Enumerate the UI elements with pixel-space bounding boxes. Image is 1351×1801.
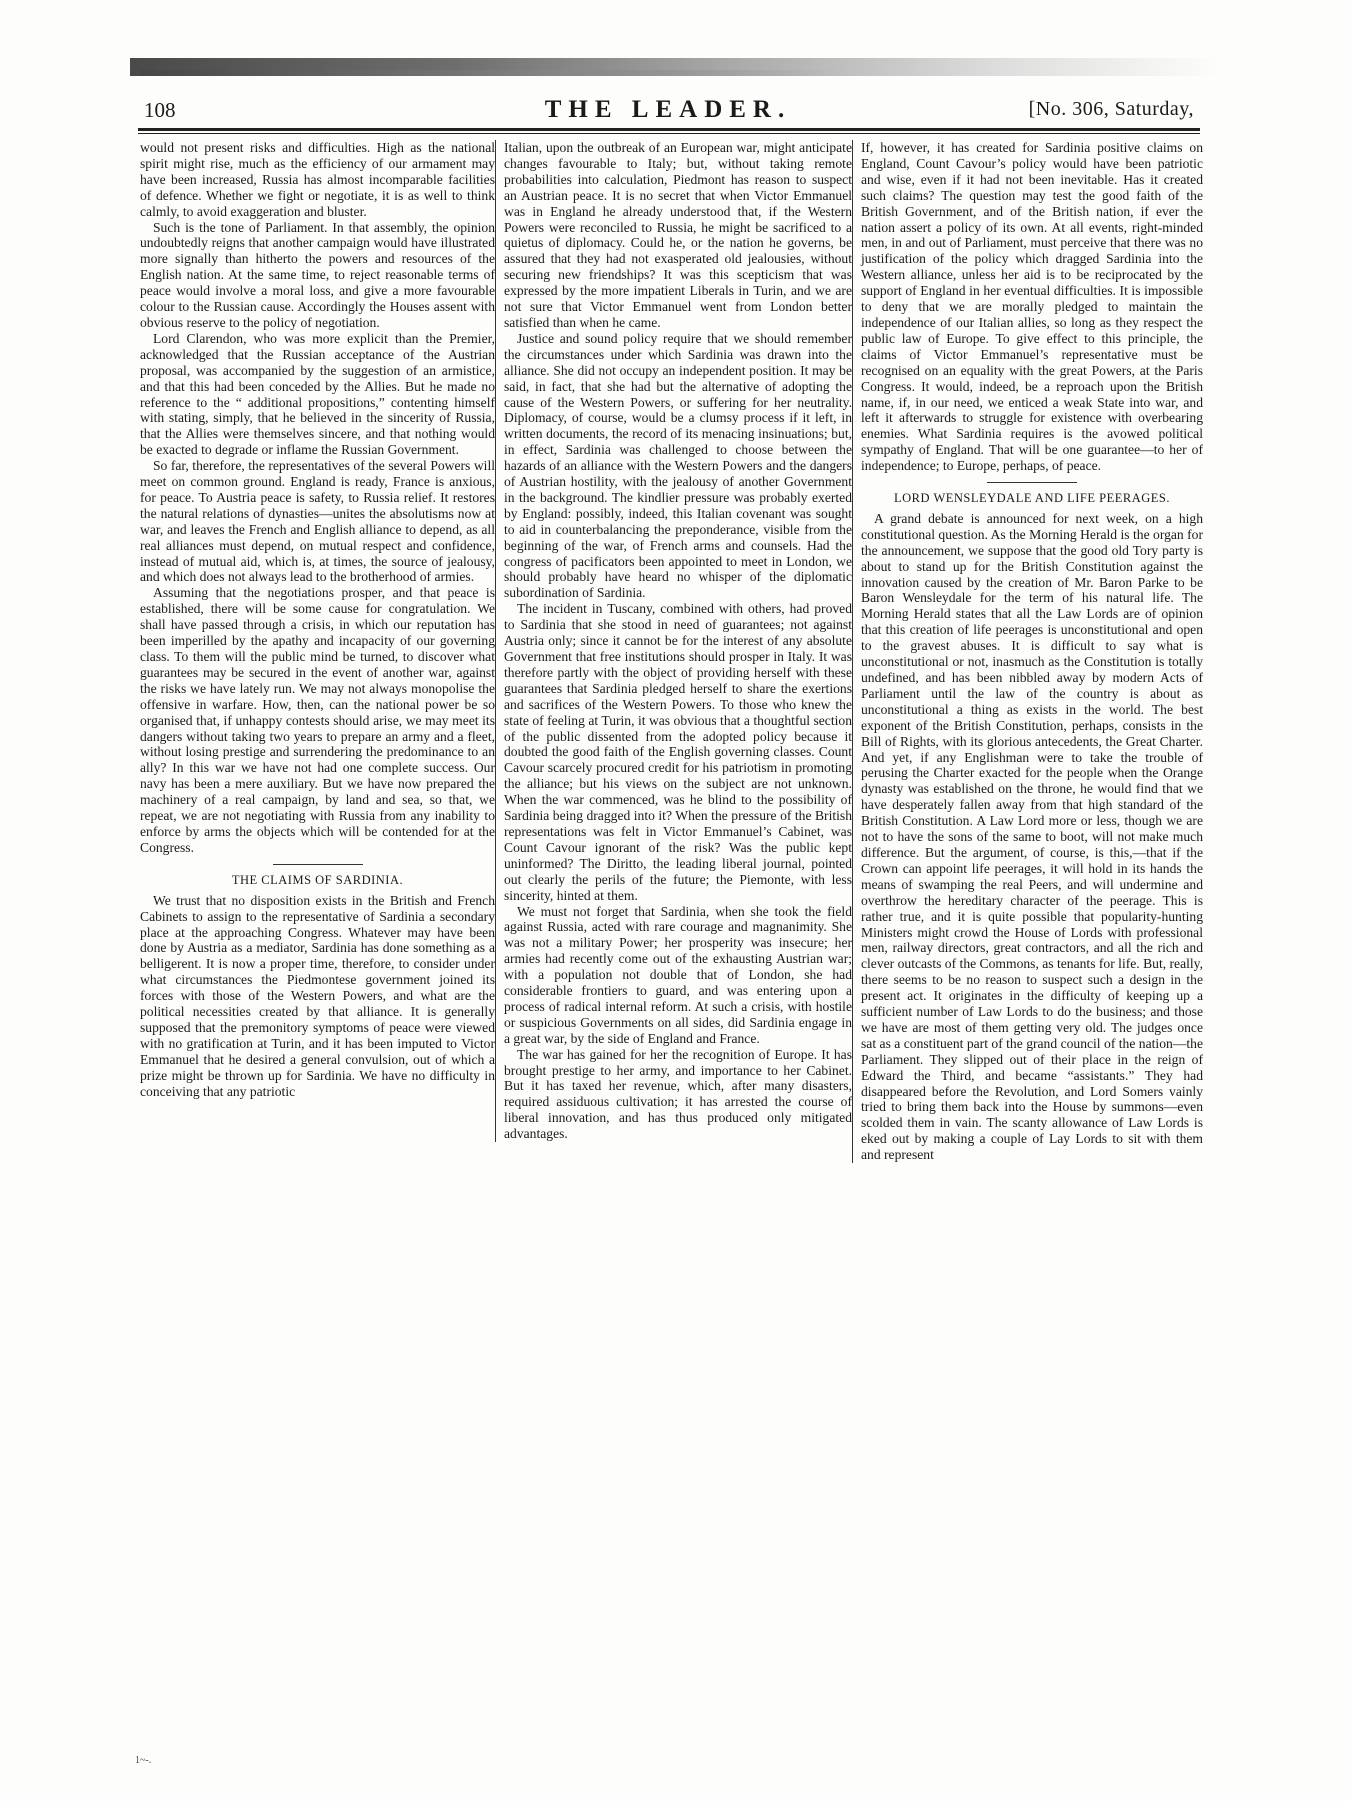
- column-2: [495, 140, 852, 1142]
- paragraph: Italian, upon the outbreak of an European war, might anticipate changes favourable to Italy; but, without taking remote probabilities into calculation, Piedmont has reason to suspect an Austrian peace. It is no secret that when Victor Emmanuel was in England he already understood that, if the Western Powers were reconciled to Russia, he might be sacrificed to a quietus of diplomacy. Could he, or the nation he governs, be assured that they had not exasperated old jealousies, without securing new friendships? It was this scepticism that was expressed by the more impatient Liberals in Turin, and we are not sure that Victor Emmanuel went from London better satisfied than when he came.: [504, 140, 852, 330]
- column-1-sardinia-article: [140, 893, 495, 1100]
- scan-artifact-bar-lower: [140, 70, 840, 76]
- masthead-rule-thick: [138, 128, 1200, 131]
- column-1: [140, 140, 495, 1099]
- masthead: [138, 96, 1198, 122]
- paragraph: So far, therefore, the representatives of the several Powers will meet on common ground. England is ready, France is anxious, for peace. To Austria peace is safety, to Russia relief. It restores the natural relations of dynasties—unites the absolutisms now at war, and leaves the French and English alliance to depend, as all real alliances must depend, on mutual respect and confidence, instead of mutual aid, which is, at times, the source of jealousy, and which does not always lead to the brotherhood of armies.: [140, 458, 495, 585]
- paragraph: Assuming that the negotiations prosper, and that peace is established, there will be some cause for congratulation. We shall have passed through a crisis, in which our reputation has been imperilled by the apathy and incapacity of our governing class. To them will the public mind be turned, to discover what guarantees may be secured in the event of another war, against the risks we have lately run. We may not always monopolise the offensive in warfare. How, then, can the national power be so organised that, if unhappy contests should arise, we may meet its dangers without taking two years to prepare an army and a fleet, without losing prestige and surrendering the predominance to an ally? In this war we have not had one complete success. Our navy has been a mere auxiliary. But we have now prepared the machinery of a real campaign, by land and sea, so that, we repeat, we are not negotiating with Russia from any inability to enforce by arms the objects which will be contended for at the Congress.: [140, 585, 495, 855]
- column-3-sardinia-continued: [861, 140, 1203, 474]
- paragraph: We must not forget that Sardinia, when she took the field against Russia, acted with rare courage and magnanimity. She was not a military Power; her prosperity was insecure; her armies had recently come out of the exhausting Austrian war; with a population not double that of London, she had considerable frontiers to guard, and was entering upon a process of radical internal reform. At such a crisis, with hostile or suspicious Governments on all sides, did Sardinia engage in a great war, by the side of England and France.: [504, 903, 852, 1046]
- page-number: 108: [144, 98, 176, 122]
- newspaper-title: THE LEADER.: [544, 96, 792, 123]
- column-1-article-end: [140, 140, 495, 856]
- page-footer-mark: 1~-.: [135, 1755, 152, 1766]
- paragraph: Such is the tone of Parliament. In that assembly, the opinion undoubtedly reigns that another campaign would have illustrated more signally than hitherto the powers and resources of the English nation. At the same time, to reject reasonable terms of peace would involve a moral loss, and give a more favourable colour to the Russian cause. Accordingly the Houses assent with obvious reserve to the policy of negotiation.: [140, 219, 495, 330]
- paragraph: A grand debate is announced for next week, on a high constitutional question. As the Morning Herald is the organ for the announcement, we suppose that the good old Tory party is about to stand up for the British Constitution against the innovation caused by the creation of Mr. Baron Parke to be Baron Wensleydale for the term of his natural life. The Morning Herald states that all the Law Lords are of opinion that this creation of life peerages is unconstitutional and open to the gravest abuses. It is difficult to say what is unconstitutional or not, inasmuch as the Constitution is totally undefined, and has been nibbled away by modern Acts of Parliament until the law of the country is about as unconstitutional a thing as exists in the world. The best exponent of the British Constitution, perhaps, consists in the Bill of Rights, with its glorious antecedents, the Great Charter. And yet, if any Englishman were to take the trouble of perusing the Charter exacted for the people when the Orange dynasty was established on the throne, he would find that we have desperately fallen away from that high standard of the British Constitution. A Law Lord more or less, though we are not to have the sons of the same to boot, will not make much difference. But the argument, of course, is this,—that if the Crown can appoint life peerages, it will hold in its hands the means of swamping the real Peers, and will undermine and overthrow the hereditary character of the peerage. This is rather true, and it is quite possible that popularity-hunting Ministers might crowd the House of Lords with professional men, railway directors, great contractors, and all the rich and clever outcasts of the Commons, as tenants for life. But, really, there seems to be no reason to suspect such a design in the present act. It originates in the difficulty of keeping up a sufficient number of Law Lords to do the business; and those we have are most of them getting very old. The judges once sat as a constituent part of the grand council of the nation—the Parliament. They slipped out of their place in the reign of Edward the Third, and became “assistants.” They had disappeared before the Revolution, and Lord Somers vainly tried to bring them back into the House by summons—even scolded them in vain. The scanty allowance of Law Lords is eked out by making a couple of Lay Lords to sit with them and represent: [861, 510, 1203, 1163]
- paragraph: would not present risks and difficulties. High as the national spirit might rise, much as the efficiency of our armament may have been increased, Russia has almost incomparable facilities of defence. Whether we fight or negotiate, it is as well to think calmly, to avoid exaggeration and bluster.: [140, 140, 495, 219]
- column-3: [852, 140, 1203, 1163]
- article-heading-sardinia: THE CLAIMS OF SARDINIA.: [231, 872, 404, 887]
- section-divider: [273, 864, 363, 865]
- masthead-rule-thin: [138, 133, 1200, 134]
- paragraph: Justice and sound policy require that we should remember the circumstances under which Sardinia was drawn into the alliance. She did not occupy an independent position. It may be said, in fact, that she had but the alternative of adopting the cause of the Western Powers, or suffering for her neutrality. Diplomacy, of course, would be a clumsy process if it left, in written documents, the record of its menacing insinuations; but, in effect, Sardinia was challenged to choose between the hazards of an alliance with the Western Powers and the dangers of Austrian hostility, with the jealousy of another Government in the background. The kindlier pressure was probably exerted by England: possibly, indeed, this Italian covenant was sought to aid in counterbalancing the preponderance, visible from the beginning of the war, of French arms and counsels. Had the congress of pacificators been appointed to meet in London, we should probably have heard no whisper of the diplomatic subordination of Sardinia.: [504, 330, 852, 601]
- paragraph: The incident in Tuscany, combined with others, had proved to Sardinia that she stood in need of guarantees; not against Austria only; since it cannot be for the interest of any absolute Government that free institutions should prosper in Italy. It was therefore partly with the object of providing herself with these guarantees that Sardinia pledged herself to share the exertions and sacrifices of the Western Powers. To those who knew the state of feeling at Turin, it was obvious that a thoughtful section of the public dissented from the adopted policy because it doubted the good faith of the English governing classes. Count Cavour scarcely procured credit for his patriotism in promoting the alliance; but his views on the subject are not unknown. When the war commenced, was he blind to the possibility of Sardinia being dragged into it? When the pressure of the British representations was felt in Victor Emmanuel’s Cabinet, was Count Cavour ignorant of the risk? Was the public kept uninformed? The Diritto, the leading liberal journal, pointed out clearly the perils of the future; the Piemonte, with less sincerity, hinted at them.: [504, 601, 852, 903]
- paragraph: Lord Clarendon, who was more explicit than the Premier, acknowledged that the Russian acceptance of the Austrian proposal, was accompanied by the suggestion of an armistice, and that this had been conceded by the Allies. But he made no reference to the “ additional propositions,” contenting himself with stating, simply, that he believed in the sincerity of Russia, that the Allies were themselves sincere, and that nothing would be exacted to degrade or inflame the Russian Government.: [140, 330, 495, 458]
- column-3-peerages-article: [861, 511, 1203, 1163]
- column-2-sardinia-continued: [504, 140, 852, 1142]
- issue-info: [No. 306, Saturday,: [1028, 98, 1194, 120]
- paragraph: The war has gained for her the recognition of Europe. It has brought prestige to her army, and importance to her Cabinet. But it has taxed her revenue, which, after many disasters, required assiduous cultivation; it has arrested the course of liberal innovation, and has thus produced only mitigated advantages.: [504, 1046, 852, 1142]
- article-heading-wensleydale: LORD WENSLEYDALE AND LIFE PEERAGES.: [894, 491, 1170, 506]
- section-divider: [987, 482, 1077, 483]
- paragraph: If, however, it has created for Sardinia positive claims on England, Count Cavour’s policy would have been patriotic and wise, even if it had not been inevitable. Has it created such claims? The question may test the good faith of the British Government, and of the British nation, if ever the nation assert a policy of its own. At all events, right-minded men, in and out of Parliament, must perceive that there was no justification of the policy which dragged Sardinia into the Western alliance, unless her aid is to be reciprocated by the support of England in her eventual difficulties. It is impossible to deny that we are morally pledged to maintain the independence of our Italian allies, so long as they respect the public law of Europe. To give effect to this principle, the claims of Victor Emmanuel’s representative must be recognised on an equality with the great Powers, at the Paris Congress. It would, indeed, be a reproach upon the British name, if, in our need, we enticed a weak State into war, and left it afterwards to struggle for existence with overbearing enemies. What Sardinia requires is the avowed political sympathy of England. That will be one guarantee—to her of independence; to Europe, perhaps, of peace.: [861, 140, 1203, 474]
- paragraph: We trust that no disposition exists in the British and French Cabinets to assign to the representative of Sardinia a secondary place at the approaching Congress. Whatever may have been done by Austria as a mediator, Sardinia has done something as a belligerent. It is now a proper time, therefore, to consider under what circumstances the Piedmontese government joined its forces with those of the Western Powers, and what are the political necessities created by that alliance. It is generally supposed that the premonitory symptoms of peace were viewed with no gratification at Turin, and it has been imputed to Victor Emmanuel that he desired a general convulsion, out of which a prize might be thrown up for Sardinia. We have no difficulty in conceiving that any patriotic: [140, 892, 495, 1099]
